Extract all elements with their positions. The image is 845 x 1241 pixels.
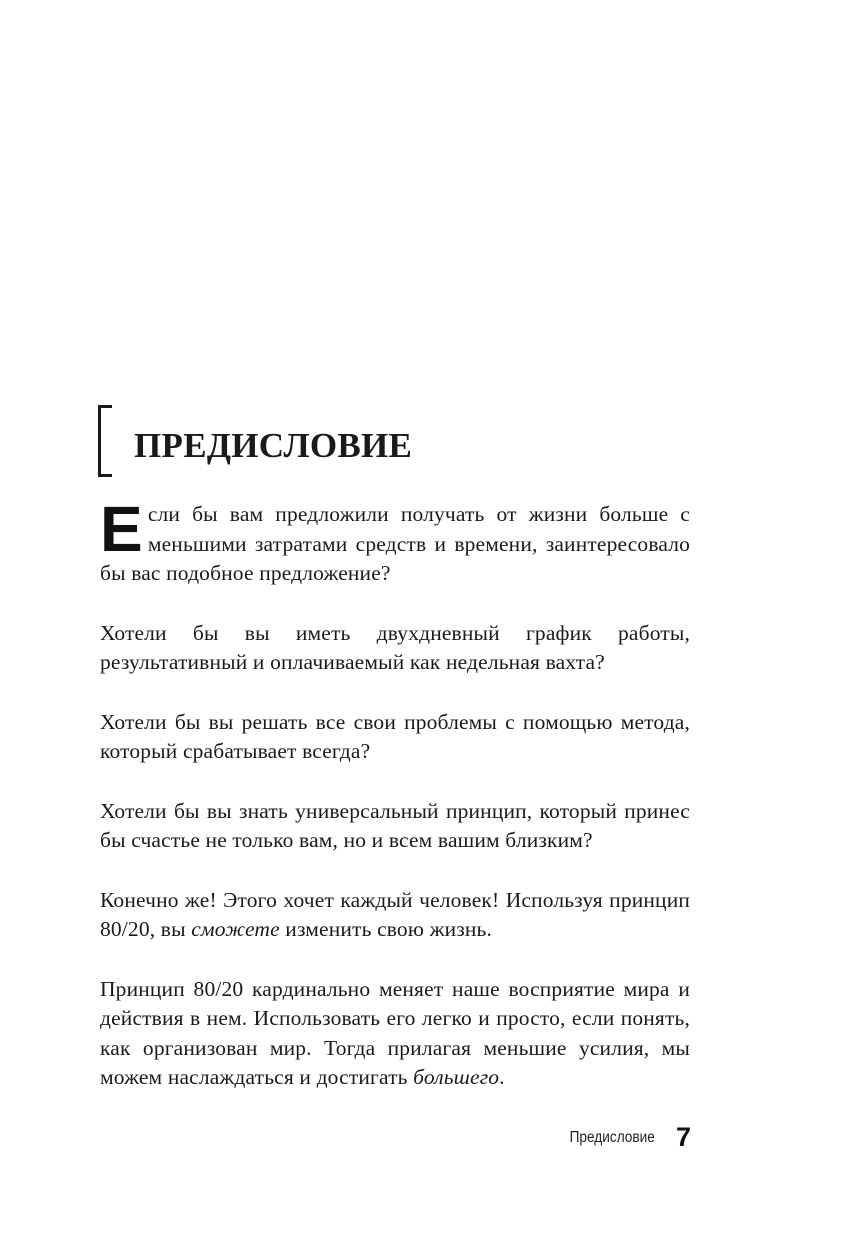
paragraph-1 bbox=[100, 493, 690, 589]
chapter-title: ПРЕДИСЛОВИЕ bbox=[134, 426, 413, 465]
paragraph-6-emphasis: большего bbox=[413, 1065, 500, 1089]
paragraph-5-text-a: Конечно же! Этого хочет каждый человек! Используя принцип 80/20, вы bbox=[100, 887, 690, 941]
paragraph-5 bbox=[100, 886, 690, 945]
heading-bracket bbox=[98, 405, 112, 477]
body-text bbox=[100, 493, 690, 1123]
paragraph-6-text-b: . bbox=[499, 1065, 505, 1089]
paragraph-5-text-b: изменить свою жизнь. bbox=[279, 917, 493, 941]
drop-cap: Е bbox=[100, 493, 143, 565]
paragraph-1-text: сли бы вам предложили получать от жизни больше с меньшими затратами средств и времени, заинтересовало бы вас подобное предложение? bbox=[100, 502, 690, 585]
page-footer bbox=[500, 1123, 691, 1153]
running-footer-section: Предисловие bbox=[569, 1129, 655, 1146]
paragraph-6 bbox=[100, 975, 690, 1093]
paragraph-6-text-a: Принцип 80/20 кардинально меняет наше восприятие мира и действия в нем. Использовать его легко и просто, если понять, как организован мир. Тогда прилагая меньшие усилия, мы можем наслаждаться и достигать bbox=[100, 976, 690, 1089]
paragraph-3: Хотели бы вы решать все свои проблемы с помощью метода, который срабатывает всегда? bbox=[100, 709, 690, 763]
paragraph-2: Хотели бы вы иметь двухдневный график работы, результативный и оплачиваемый как недельная вахта? bbox=[100, 620, 690, 674]
page-number: 7 bbox=[675, 1122, 691, 1152]
paragraph-5-emphasis: сможете bbox=[191, 917, 280, 941]
paragraph-4: Хотели бы вы знать универсальный принцип, который принес бы счастье не только вам, но и всем вашим близким? bbox=[100, 798, 690, 852]
